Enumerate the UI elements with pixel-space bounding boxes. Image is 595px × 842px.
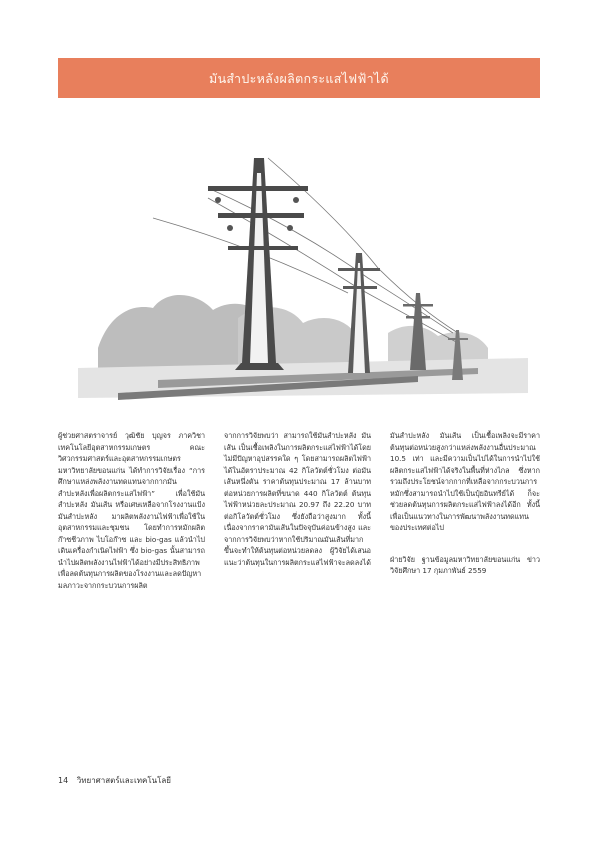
article-title: มันสำปะหลังผลิตกระแสไฟฟ้าได้ [209, 71, 389, 86]
page-footer [58, 774, 177, 787]
article-paragraph: มันสำปะหลัง มันเส้น เป็นเชื้อเพลิงจะมีราคาต้นทุนต่อหน่วยสูงกว่าแหล่งพลังงานอื่นประมาณ 10.5 เท่า และมีความเป็นไปได้ในการนำไปใช้ผลิตกระแสไฟฟ้าได้จริงในพื้นที่ห่างไกล ซึ่งหากรวมถึงประโยชน์จากกากที่เหลือจากกระบวนการหมักซึ่งสามารถนำไปใช้เป็นปุ๋ยอินทรีย์ได้ ก็จะช่วยลดต้นทุนการผลิตกระแสไฟฟ้าลงได้อีก ทั้งนี้เพื่อเป็นแนวทางในการพัฒนาพลังงานทดแทนของประเทศต่อไป [390, 431, 540, 532]
page-number: 14 [58, 776, 69, 785]
power-tower-illustration [58, 118, 540, 410]
article-paragraph: ผู้ช่วยศาสตราจารย์ วุฒิชัย บุญจร ภาควิชาเทคโนโลยีอุตสาหกรรมเกษตร คณะวิศวกรรมศาสตร์และอุตสาหกรรมเกษตร มหาวิทยาลัยขอนแก่น ได้ทำการวิจัยเรื่อง “การศึกษาแหล่งพลังงานทดแทนจากกากมันสำปะหลังเพื่อผลิตกระแสไฟฟ้า” เพื่อใช้มันสำปะหลัง มันเส้น หรือเศษเหลือจากโรงงานแป้งมันสำปะหลัง มาผลิตพลังงานไฟฟ้าเพื่อใช้ในอุตสาหกรรมและชุมชน โดยทำการหมักผลิตก๊าซชีวภาพ ไบโอก๊าซ และ bio-gas แล้วนำไปเดินเครื่องกำเนิดไฟฟ้า ซึ่ง bio-gas นั้นสามารถนำไปผลิตพลังงานไฟฟ้าได้อย่างมีประสิทธิภาพ เพื่อลดต้นทุนการผลิตของโรงงานและลดปัญหามลภาวะจากกระบวนการผลิต [58, 431, 205, 590]
magazine-name: วิทยาศาสตร์และเทคโนโลยี [76, 776, 171, 785]
header-banner [58, 58, 540, 98]
article-paragraph: จากการวิจัยพบว่า สามารถใช้มันสำปะหลัง มันเส้น เป็นเชื้อเพลิงในการผลิตกระแสไฟฟ้าได้โดยไม่มีปัญหาอุปสรรคใด ๆ โดยสามารถผลิตไฟฟ้าได้ในอัตราประมาณ 42 กิโลวัตต์ชั่วโมง ต่อมันเส้นหนึ่งตัน ราคาต้นทุนประมาณ 17 ล้านบาทต่อหน่วยการผลิตที่ขนาด 440 กิโลวัตต์ ต้นทุนไฟฟ้าหน่วยละประมาณ 20.97 ถึง 22.20 บาทต่อกิโลวัตต์ชั่วโมง ซึ่งยังถือว่าสูงมาก ทั้งนี้เนื่องจากราคามันเส้นในปัจจุบันค่อนข้างสูง และจากการวิจัยพบว่าหากใช้ปริมาณมันเส้นที่มากขึ้นจะทำให้ต้นทุนต่อหน่วยลดลง ผู้วิจัยได้เสนอแนะว่าต้นทุนในการผลิตกระแสไฟฟ้าจะลดลงได้ [224, 431, 371, 567]
article-column-1 [58, 430, 205, 591]
article-column-3 [390, 430, 540, 577]
article-credit: ฝ่ายวิจัย ฐานข้อมูลมหาวิทยาลัยขอนแก่น ข่าววิจัยศึกษา 17 กุมภาพันธ์ 2559 [390, 554, 540, 575]
article-column-2 [224, 430, 371, 568]
